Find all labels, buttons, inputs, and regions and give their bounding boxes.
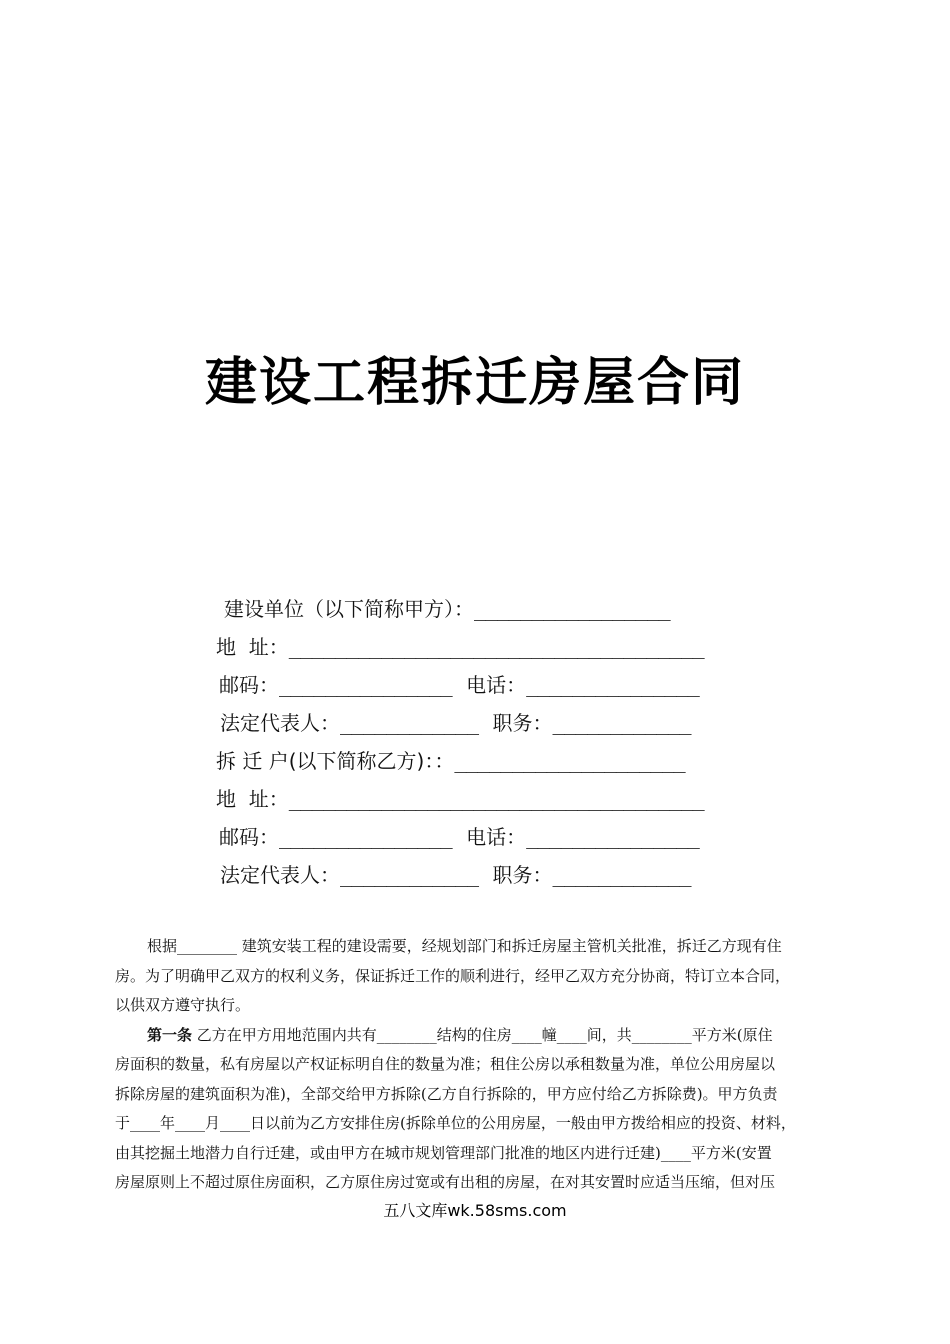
party-b-position-label: 职务： — [492, 863, 553, 887]
party-b-address-blank: ____________________________________ — [288, 787, 705, 811]
party-b-rep-label: 法定代表人： — [220, 863, 340, 887]
party-a-name-row — [216, 590, 776, 628]
party-a-phone-label: 电话： — [466, 673, 527, 697]
party-a-address-blank: ____________________________________ — [288, 635, 705, 659]
party-b-position-blank: ____________ — [552, 863, 691, 887]
party-a-position-label: 职务： — [492, 711, 553, 735]
party-a-position-blank: ____________ — [552, 711, 691, 735]
party-b-name-label: 拆 迁 户(以下简称乙方)：： — [216, 749, 455, 773]
article-1-line: 房面积的数量，私有房屋以产权证标明自住的数量为准；租住公房以承租数量为准，单位公用房屋以 — [115, 1055, 776, 1073]
party-b-phone-label: 电话： — [466, 825, 527, 849]
document-title: 建设工程拆迁房屋合同 — [204, 352, 745, 413]
article-1-heading: 第一条 — [147, 1025, 193, 1044]
party-b-phone-blank: _______________ — [526, 825, 700, 849]
intro-line: 以供双方遵守执行。 — [115, 996, 251, 1014]
party-a-contact-row — [216, 666, 776, 704]
party-a-address-label: 地 址： — [216, 635, 289, 659]
party-a-name-label: 建设单位（以下简称甲方）： — [224, 597, 474, 621]
party-info-block — [216, 590, 776, 894]
party-a-name-blank: _________________ — [474, 597, 671, 621]
party-a-postcode-label: 邮码： — [219, 673, 279, 697]
article-1-line: 于____年____月____日以前为乙方安排住房(拆除单位的公用房屋，一般由甲方拨给相应的投资、材料， — [115, 1114, 796, 1132]
article-1-line: 由其挖掘土地潜力自行迁建，或由甲方在城市规划管理部门批准的地区内进行迁建)____平方米(安置 — [115, 1143, 772, 1162]
party-b-rep-row — [216, 856, 776, 894]
contract-body — [115, 932, 863, 1198]
party-b-name-blank: ____________________ — [454, 749, 686, 773]
intro-line: 根据________ 建筑安装工程的建设需要，经规划部门和拆迁房屋主管机关批准，拆迁乙方现有住 — [147, 937, 782, 955]
party-b-postcode-label: 邮码： — [219, 825, 279, 849]
party-a-phone-blank: _______________ — [526, 673, 700, 697]
party-b-address-label: 地 址： — [216, 787, 289, 811]
article-1-first-line — [115, 1021, 863, 1051]
party-b-address-row — [216, 780, 776, 818]
party-b-postcode-blank: _______________ — [279, 825, 453, 849]
page-footer: 五八文库wk.58sms.com — [383, 1201, 567, 1220]
party-b-contact-row — [216, 818, 776, 856]
party-a-rep-row — [216, 704, 776, 742]
article-1-paragraph — [115, 1021, 863, 1198]
article-1-line: 房屋原则上不超过原住房面积，乙方原住房过宽或有出租的房屋，在对其安置时应适当压缩，但对压 — [115, 1173, 776, 1191]
party-b-name-row — [216, 742, 776, 780]
party-a-postcode-blank: _______________ — [279, 673, 453, 697]
intro-paragraph — [115, 932, 863, 1021]
party-a-address-row — [216, 628, 776, 666]
party-a-rep-label: 法定代表人： — [220, 711, 340, 735]
party-a-rep-blank: ____________ — [340, 711, 479, 735]
article-1-line: 拆除房屋的建筑面积为准)，全部交给甲方拆除(乙方自行拆除的，甲方应付给乙方拆除费)。甲方负责 — [115, 1084, 778, 1103]
article-1-line: 乙方在甲方用地范围内共有________结构的住房____幢____间，共________平方米(原住 — [192, 1025, 773, 1044]
party-b-rep-blank: ____________ — [340, 863, 479, 887]
intro-line: 房。为了明确甲乙双方的权利义务，保证拆迁工作的顺利进行，经甲乙双方充分协商，特订立本合同， — [115, 966, 791, 985]
